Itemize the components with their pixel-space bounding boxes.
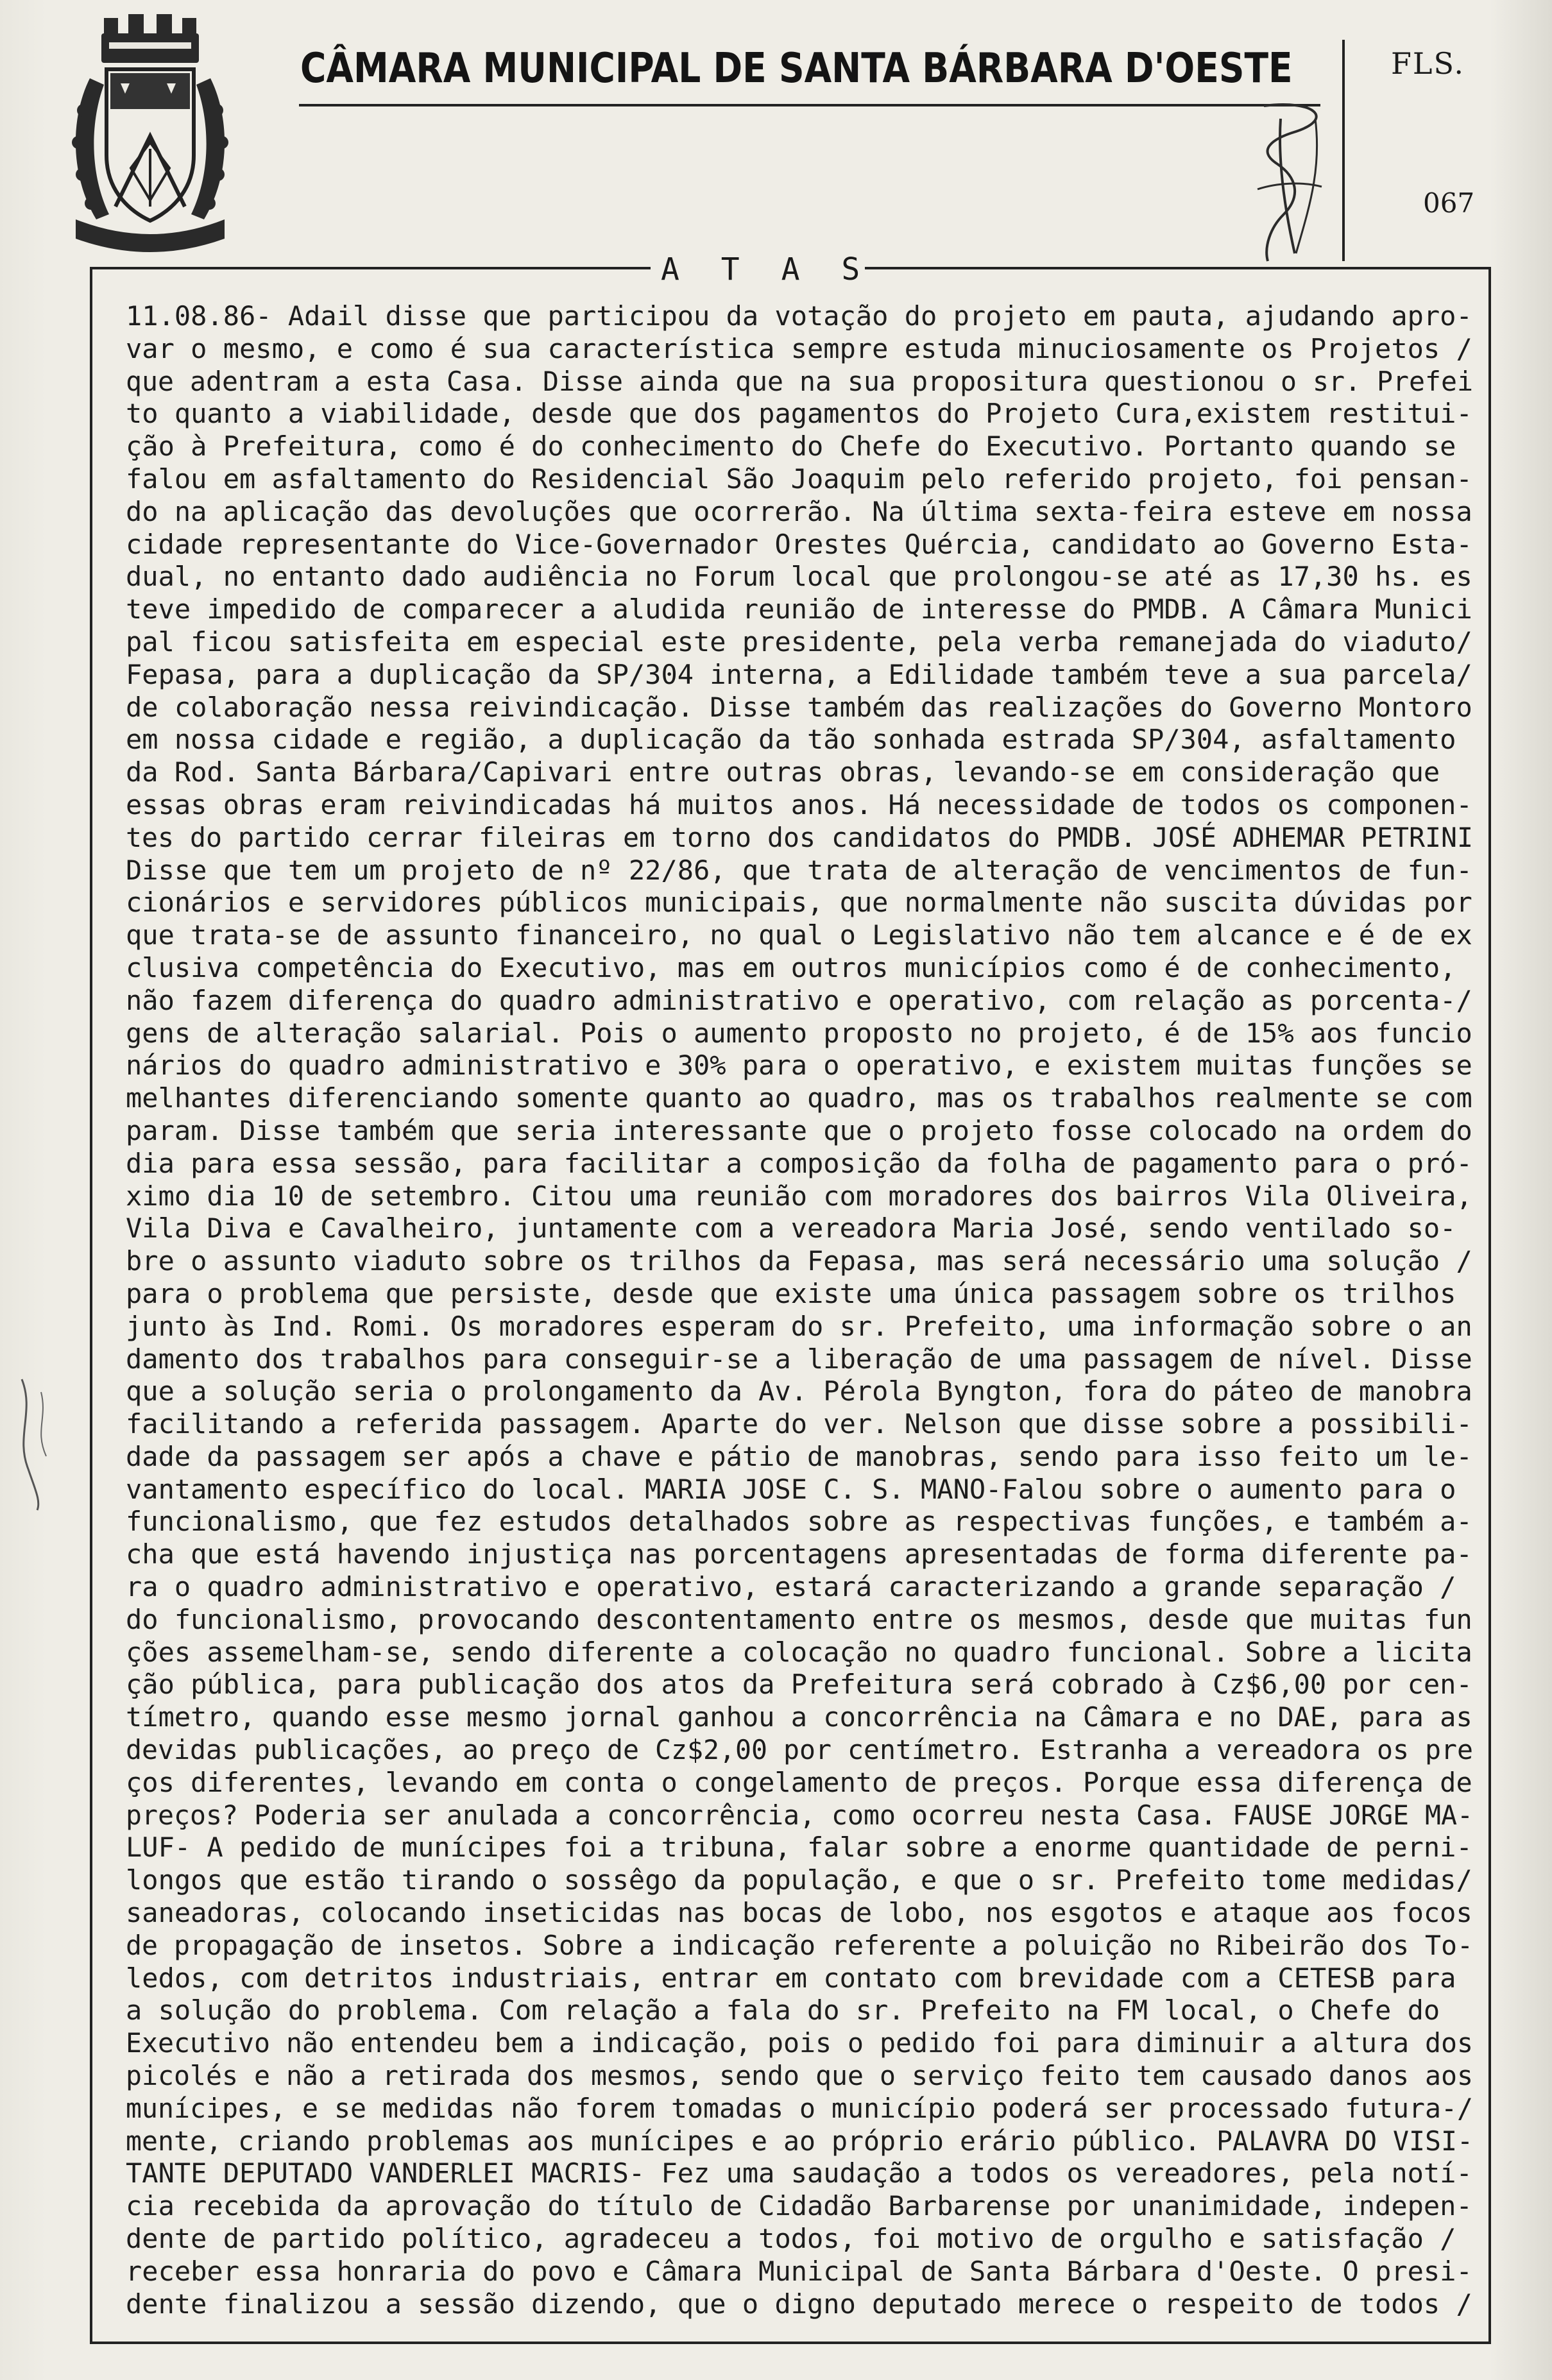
minutes-line: da Rod. Santa Bárbara/Capivari entre outras obras, levando-se em consideração que	[126, 756, 1440, 788]
minutes-line: bre o assunto viaduto sobre os trilhos da Fepasa, mas será necessário uma solução /	[126, 1245, 1472, 1277]
minutes-line: melhantes diferenciando somente quanto ao quadro, mas os trabalhos realmente se com	[126, 1082, 1472, 1114]
minutes-line: para o problema que persiste, desde que existe uma única passagem sobre os trilhos	[126, 1277, 1456, 1309]
minutes-line: gens de alteração salarial. Pois o aumento proposto no projeto, é de 15% aos funcio	[126, 1017, 1472, 1049]
minutes-line: ra o quadro administrativo e operativo, estará caracterizando a grande separação /	[126, 1571, 1456, 1603]
section-title: A T A S	[661, 251, 872, 287]
minutes-line: cidade representante do Vice-Governador Orestes Quércia, candidato ao Governo Esta-	[126, 528, 1472, 560]
minutes-line: mente, criando problemas aos munícipes e ao próprio erário público. PALAVRA DO VISI-	[126, 2125, 1474, 2157]
minutes-line: facilitando a referida passagem. Aparte do ver. Nelson que disse sobre a possibili-	[126, 1408, 1472, 1440]
minutes-line: que trata-se de assunto financeiro, no qual o Legislativo não tem alcance e é de ex	[126, 919, 1472, 951]
minutes-line: ção pública, para publicação dos atos da Prefeitura será cobrado à Cz$6,00 por cen-	[126, 1669, 1472, 1701]
minutes-line: Fepasa, para a duplicação da SP/304 interna, a Edilidade também teve a sua parcela/	[126, 658, 1472, 690]
minutes-line: TANTE DEPUTADO VANDERLEI MACRIS- Fez uma saudação a todos os vereadores, pela notí-	[126, 2157, 1472, 2189]
handwritten-signature	[1219, 93, 1347, 279]
minutes-line: nários do quadro administrativo e 30% para o operativo, e existem muitas funções se	[126, 1050, 1472, 1082]
minutes-line: cia recebida da aprovação do título de Cidadão Barbarense por unanimidade, indepen-	[126, 2190, 1472, 2222]
margin-handwriting-mark	[9, 1373, 60, 1514]
minutes-line: LUF- A pedido de munícipes foi a tribuna, falar sobre a enorme quantidade de perni-	[126, 1832, 1472, 1864]
minutes-line: ções assemelham-se, sendo diferente a colocação no quadro funcional. Sobre a licita	[126, 1636, 1472, 1668]
minutes-line: to quanto a viabilidade, desde que dos pagamentos do Projeto Cura,existem restitui-	[126, 398, 1472, 430]
page-number: 067	[1423, 187, 1475, 219]
minutes-line: a solução do problema. Com relação a fala do sr. Prefeito na FM local, o Chefe do	[126, 1994, 1440, 2027]
minutes-body	[126, 300, 1473, 2320]
minutes-line: falou em asfaltamento do Residencial São Joaquim pelo referido projeto, foi pensan-	[126, 463, 1472, 495]
minutes-line: damento dos trabalhos para conseguir-se a liberação de uma passagem de nível. Disse	[126, 1343, 1472, 1375]
minutes-line: param. Disse também que seria interessante que o projeto fosse colocado na ordem do	[126, 1114, 1472, 1146]
minutes-line: em nossa cidade e região, a duplicação da tão sonhada estrada SP/304, asfaltamento	[126, 724, 1456, 756]
minutes-line: tímetro, quando esse mesmo jornal ganhou a concorrência na Câmara e no DAE, para as	[126, 1701, 1472, 1733]
minutes-line: saneadoras, colocando inseticidas nas bocas de lobo, nos esgotos e ataque aos focos	[126, 1897, 1472, 1929]
minutes-line: clusiva competência do Executivo, mas em outros municípios como é de conhecimento,	[126, 951, 1456, 983]
fls-label: FLS.	[1391, 46, 1465, 81]
minutes-line: munícipes, e se medidas não forem tomadas o município poderá ser processado futura-/	[126, 2092, 1474, 2124]
minutes-line: junto às Ind. Romi. Os moradores esperam do sr. Prefeito, uma informação sobre o an	[126, 1310, 1472, 1342]
minutes-line: dente finalizou a sessão dizendo, que o digno deputado merece o respeito de todos /	[126, 2288, 1472, 2320]
minutes-line: do funcionalismo, provocando descontentamento entre os mesmos, desde que muitas fun	[126, 1603, 1472, 1635]
minutes-line: picolés e não a retirada dos mesmos, sendo que o serviço feito tem causado danos aos	[126, 2060, 1474, 2092]
minutes-line: não fazem diferença do quadro administrativo e operativo, com relação as porcenta-/	[126, 984, 1472, 1016]
minutes-line: ximo dia 10 de setembro. Citou uma reunião com moradores dos bairros Vila Oliveira,	[126, 1180, 1472, 1212]
minutes-line: que a solução seria o prolongamento da Av. Pérola Byngton, fora do páteo de manobra	[126, 1375, 1472, 1407]
institution-title: CÂMARA MUNICIPAL DE SANTA BÁRBARA D'OESTE	[300, 45, 1293, 92]
minutes-line: de colaboração nessa reivindicação. Disse também das realizações do Governo Montoro	[126, 691, 1472, 723]
minutes-line: 11.08.86- Adail disse que participou da votação do projeto em pauta, ajudando apro-	[126, 300, 1472, 332]
minutes-line: ção à Prefeitura, como é do conhecimento do Chefe do Executivo. Portanto quando se	[126, 430, 1456, 463]
minutes-line: dade da passagem ser após a chave e pátio de manobras, sendo para isso feito um le-	[126, 1440, 1472, 1472]
minutes-line: longos que estão tirando o sossêgo da população, e que o sr. Prefeito tome medidas/	[126, 1864, 1472, 1896]
minutes-line: devidas publicações, ao preço de Cz$2,00 por centímetro. Estranha a vereadora os pre	[126, 1734, 1474, 1766]
minutes-line: teve impedido de comparecer a aludida reunião de interesse do PMDB. A Câmara Munici	[126, 593, 1472, 625]
minutes-line: cionários e servidores públicos municipais, que normalmente não suscita dúvidas por	[126, 887, 1472, 919]
minutes-line: var o mesmo, e como é sua característica sempre estuda minuciosamente os Projetos /	[126, 332, 1472, 364]
municipal-crest-icon	[64, 14, 236, 253]
minutes-line: dual, no entanto dado audiência no Forum local que prolongou-se até as 17,30 hs. es	[126, 561, 1472, 593]
minutes-line: cha que está havendo injustiça nas porcentagens apresentadas de forma diferente pa-	[126, 1538, 1472, 1570]
minutes-line: dia para essa sessão, para facilitar a composição da folha de pagamento para o pró-	[126, 1147, 1472, 1179]
minutes-line: ledos, com detritos industriais, entrar em contato com brevidade com a CETESB para	[126, 1962, 1456, 1994]
header-rule	[299, 104, 1320, 106]
minutes-line: Vila Diva e Cavalheiro, juntamente com a vereadora Maria José, sendo ventilado so-	[126, 1212, 1456, 1245]
minutes-line: tes do partido cerrar fileiras em torno dos candidatos do PMDB. JOSÉ ADHEMAR PETRINI	[126, 821, 1474, 853]
minutes-line: Executivo não entendeu bem a indicação, pois o pedido foi para diminuir a altura dos	[126, 2027, 1474, 2059]
minutes-line: do na aplicação das devoluções que ocorrerão. Na última sexta-feira esteve em nossa	[126, 495, 1472, 527]
minutes-line: que adentram a esta Casa. Disse ainda que na sua propositura questionou o sr. Prefei	[126, 365, 1474, 397]
minutes-line: preços? Poderia ser anulada a concorrência, como ocorreu nesta Casa. FAUSE JORGE MA-	[126, 1799, 1474, 1831]
minutes-line: pal ficou satisfeita em especial este presidente, pela verba remanejada do viaduto/	[126, 625, 1472, 658]
minutes-line: dente de partido político, agradeceu a todos, foi motivo de orgulho e satisfação /	[126, 2223, 1456, 2255]
minutes-line: ços diferentes, levando em conta o congelamento de preços. Porque essa diferença de	[126, 1766, 1472, 1798]
minutes-line: Disse que tem um projeto de nº 22/86, que trata de alteração de vencimentos de fun-	[126, 854, 1472, 886]
minutes-line: vantamento específico do local. MARIA JOSE C. S. MANO-Falou sobre o aumento para o	[126, 1473, 1456, 1505]
minutes-line: receber essa honraria do povo e Câmara Municipal de Santa Bárbara d'Oeste. O presi-	[126, 2255, 1472, 2287]
minutes-line: de propagação de insetos. Sobre a indicação referente a poluição no Ribeirão dos To-	[126, 1929, 1474, 1961]
minutes-line: funcionalismo, que fez estudos detalhados sobre as respectivas funções, e também a-	[126, 1506, 1472, 1538]
minutes-line: essas obras eram reivindicadas há muitos anos. Há necessidade de todos os componen-	[126, 788, 1472, 820]
